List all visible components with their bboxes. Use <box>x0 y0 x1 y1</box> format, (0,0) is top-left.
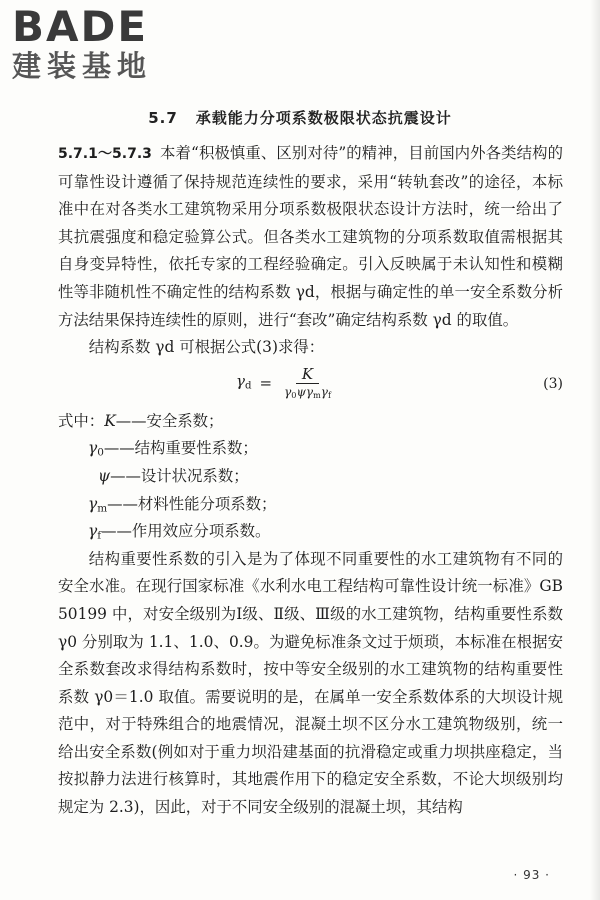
symbol-row: ψ——设计状况系数； <box>98 466 249 485</box>
paragraph-importance-factor: 结构重要性系数的引入是为了体现不同重要性的水工建筑物有不同的安全水准。在现行国家标准《水利水电工程结构可靠性设计统一标准》GB 50199 中，对安全级别为Ⅰ级、Ⅱ级、Ⅲ级的水工建筑物，结构重要性系数 γ0 分别取为 1.1、1.0、0.9。为避免标准条文过于烦琐，本标准在根据安全系数套改求得结构系数时，按中等安全级别的水工建筑物的结构重要性系数 γ0＝1.0 取值。需要说明的是，在属单一安全系数体系的大坝设计规范中，对于特殊组合的地震情况，混凝土坝不区分水工建筑物级别，统一给出安全系数(例如对于重力坝沿建基面的抗滑稳定或重力坝拱座稳定，当按拟静力法进行核算时，其地震作用下的稳定安全系数，不论大坝级别均规定为 2.3)，因此，对于不同安全级别的混凝土坝，其结构 <box>58 549 563 817</box>
formula-fraction <box>280 366 335 403</box>
symbol-row: 式中：K——安全系数； <box>58 411 224 430</box>
paragraph-clause-5-7-1 <box>58 140 563 334</box>
bade-logo <box>12 2 182 83</box>
body-text <box>58 140 563 822</box>
paragraph-text: 本着“积极慎重、区别对待”的精神，目前国内外各类结构的可靠性设计遵循了保持规范连续性的要求，采用“转轨套改”的途径，本标准中在对各类水工建筑物采用分项系数极限状态设计方法时，统一给出了其抗震强度和稳定验算公式。但各类水工建筑物的分项系数取值需根据其自身变异特性，依托专家的工程经验确定。引入反映属于未认知性和模糊性等非随机性不确定性的结构系数 γd，根据与确定性的单一安全系数分析方法结果保持连续性的原则，进行“套改”确定结构系数 γd 的取值。 <box>58 144 563 329</box>
logo-text-en: BADE <box>12 2 149 51</box>
formula-3 <box>58 364 563 404</box>
formula-lhs: $\gamma_d$ <box>236 372 252 392</box>
paragraph-formula-intro: 结构系数 γd 可根据公式(3)求得： <box>88 338 325 357</box>
scan-edge-shadow <box>590 0 600 900</box>
section-number: 5.7 <box>148 109 178 127</box>
page-number: · 93 · <box>513 868 550 882</box>
symbol-row: $\gamma_m——$材料性能分项系数； <box>88 494 277 515</box>
logo-text-cn: 建装基地 <box>12 49 153 83</box>
formula-numerator: K <box>296 366 319 384</box>
formula-equals: = <box>259 374 273 393</box>
section-title-text: 承载能力分项系数极限状态抗震设计 <box>195 109 452 127</box>
formula-denominator: $\gamma_0\psi\gamma_m\gamma_f$ <box>284 384 331 400</box>
symbol-row: $\gamma_0——$结构重要性系数； <box>88 439 258 459</box>
formula-expression <box>236 366 335 403</box>
symbol-definitions <box>58 408 563 546</box>
symbol-row: $\gamma_f——$作用效应分项系数。 <box>88 522 271 542</box>
section-heading <box>0 107 600 128</box>
formula-number: (3) <box>543 375 563 392</box>
symbol-lead: 式中： <box>58 411 105 430</box>
clause-number: 5.7.1～5.7.3 <box>58 146 152 162</box>
